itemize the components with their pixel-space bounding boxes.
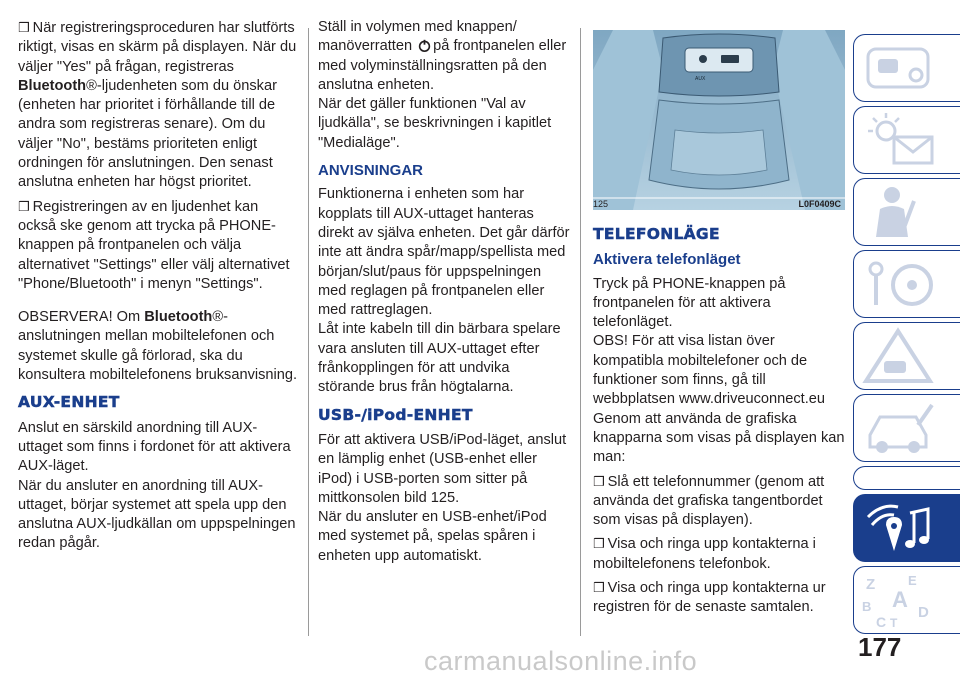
index-letter-z: Z bbox=[866, 576, 876, 593]
sidebar-tab-technical-data[interactable] bbox=[853, 466, 960, 490]
column-left bbox=[18, 18, 300, 558]
paragraph-aux-functions: Funktionerna i enheten som har kopplats till AUX-uttaget hanteras direkt av själva enheten. Det går därför inte att ändra spår/mapp/spellista med början/slut/paus för uppspelningen med reglagen på frontpanelen eller med rattreglagen. bbox=[318, 186, 570, 319]
maintenance-car-icon bbox=[854, 395, 954, 461]
paragraph-registration-phone-button: ❒ Registreringen av en ljudenhet kan också ske genom att trycka på PHONE-knappen på frontpanelen och välja alternativet "Settings" eller välj alternativet "Phone/Bluetooth" i menyn "Settings". bbox=[18, 198, 290, 292]
paragraph-registration-done: ❒ När registreringsproceduren har slutförts riktigt, visas en skärm på displayen. När du väljer "Yes" på frågan, registreras Bluetooth®-ljudenheten som du önskar (enheten har prioritet i förhållande till de andra som registreras senare). Om du väljer "No", bestäms prioriteten enligt ordningen för anslutningen. Den senast anslutna enheten har högst prioritet. bbox=[18, 20, 297, 191]
sidebar-tab-starting-driving[interactable] bbox=[853, 250, 960, 318]
index-letter-d: D bbox=[918, 604, 929, 621]
paragraph-usb-activate: För att aktivera USB/iPod-läget, anslut en lämplig enhet (USB-enhet eller iPod) i USB-porten som sitter på mittkonsolen bild 125. bbox=[318, 431, 567, 506]
safety-seatbelt-icon bbox=[854, 179, 954, 245]
steering-key-icon bbox=[854, 251, 954, 317]
paragraph-compatibility: OBS! För att visa listan över kompatibla mobiltelefoner och de funktioner som finns, gå till webbplatsen www.driveuconnect.eu bbox=[593, 333, 826, 408]
paragraph-aux-cable: Låt inte kabeln till din bärbara spelare vara ansluten till AUX-uttaget efter frånkopplingen för att undvika störande brus från högtalarna. bbox=[318, 321, 561, 396]
volume-knob-icon bbox=[418, 39, 431, 52]
emergency-triangle-icon bbox=[854, 323, 954, 389]
center-console-illustration bbox=[593, 30, 845, 210]
index-letter-c: C bbox=[876, 614, 887, 630]
sidebar-tab-maintenance[interactable] bbox=[853, 394, 960, 462]
list-item-dial: ❒ Slå ett telefonnummer (genom att använda det grafiska tangentbordet som visas på displayen). bbox=[593, 473, 825, 529]
page-number: 177 bbox=[858, 632, 902, 662]
heading-aux: AUX-ENHET bbox=[18, 393, 120, 412]
car-dashboard-icon bbox=[854, 35, 954, 101]
paragraph-graphic-buttons: Genom att använda de grafiska knapparna som visas på displayen kan man: bbox=[593, 410, 845, 466]
heading-usb-ipod: USB-/iPod-ENHET bbox=[318, 405, 473, 424]
sidebar-tab-emergency[interactable] bbox=[853, 322, 960, 390]
index-letter-b: B bbox=[862, 599, 872, 614]
sidebar-tab-safety[interactable] bbox=[853, 178, 960, 246]
index-letter-e: E bbox=[908, 573, 917, 588]
sidebar-tab-dashboard[interactable] bbox=[853, 34, 960, 102]
note-bluetooth-lost: OBSERVERA! Om Bluetooth®-anslutningen mellan mobiltelefonen och systemet skulle gå förlorad, ska du konsultera mobiltelefonens bruksanvisning. bbox=[18, 309, 298, 384]
column-right bbox=[593, 225, 845, 622]
index-letter-a: A bbox=[892, 587, 908, 612]
heading-phone-mode: TELEFONLÄGE bbox=[593, 225, 720, 243]
sidebar-tab-warning-lights[interactable] bbox=[853, 106, 960, 174]
paragraph-aux-connect: Anslut en särskild anordning till AUX-uttaget som finns i fordonet för att aktivera AUX-läget. bbox=[18, 419, 291, 475]
figure-center-console bbox=[593, 30, 845, 210]
sidebar-tab-multimedia[interactable] bbox=[853, 494, 960, 562]
index-letters-icon bbox=[854, 567, 954, 633]
heading-warnings: ANVISNINGAR bbox=[318, 162, 424, 180]
list-item-phonebook: ❒ Visa och ringa upp kontakterna i mobiltelefonens telefonbok. bbox=[593, 536, 816, 572]
list-item-recent-calls: ❒ Visa och ringa upp kontakterna ur registren för de senaste samtalen. bbox=[593, 580, 826, 616]
paragraph-usb-autoplay: När du ansluter en USB-enhet/iPod med systemet på, spelas spåren i enheten upp automatiskt. bbox=[318, 509, 547, 564]
column-divider-1 bbox=[308, 28, 309, 636]
column-divider-2 bbox=[580, 28, 581, 636]
paragraph-aux-playback: När du ansluter en anordning till AUX-uttaget, börjar systemet att spela upp den anslutna AUX-ljudkällan om uppspelningen redan pågår. bbox=[18, 477, 296, 552]
index-letter-t: T bbox=[890, 616, 898, 630]
paragraph-volume: Ställ in volymen med knappen/ manöverratten på frontpanelen eller med volyminställningsratten på den anslutna enheten. bbox=[318, 19, 567, 93]
figure-number: 125 bbox=[593, 199, 609, 209]
paragraph-source-select: När det gäller funktionen "Val av ljudkälla", se beskrivningen i kapitlet "Medialäge". bbox=[318, 96, 552, 151]
figure-code: L0F0409C bbox=[798, 199, 841, 209]
aux-label: AUX bbox=[695, 76, 706, 82]
sidebar-tab-index[interactable] bbox=[853, 566, 960, 634]
paragraph-press-phone: Tryck på PHONE-knappen på frontpanelen för att aktivera telefonläget. bbox=[593, 275, 786, 331]
watermark: carmanualsonline.info bbox=[424, 646, 698, 676]
figure-caption bbox=[593, 199, 845, 212]
column-middle bbox=[318, 18, 570, 570]
warning-lights-icon bbox=[854, 107, 954, 173]
subheading-activate-phone: Aktivera telefonläget bbox=[593, 251, 741, 269]
multimedia-note-icon bbox=[854, 495, 954, 561]
